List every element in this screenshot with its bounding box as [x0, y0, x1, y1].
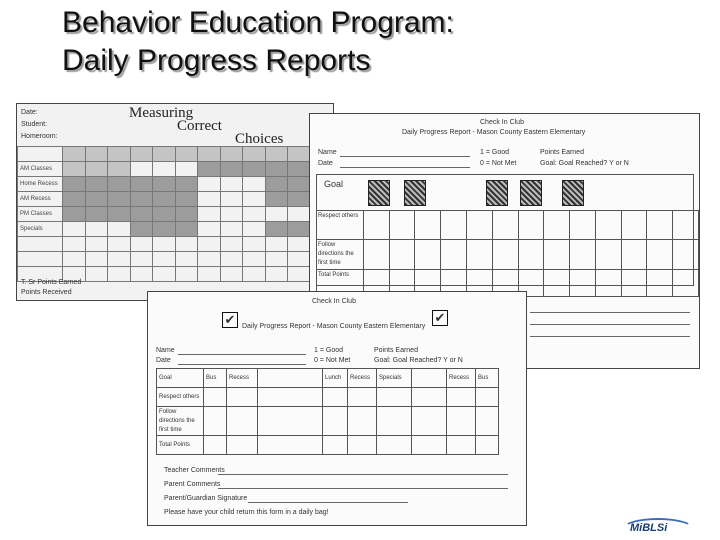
- logo-swoosh: [622, 518, 694, 540]
- measuring-correct-choices-form: [16, 103, 334, 301]
- clipart-image: [520, 180, 542, 206]
- name-label: Name: [318, 149, 337, 156]
- column-header: Goal: [157, 369, 204, 388]
- column-header: Lunch: [323, 369, 348, 388]
- row-label: Follow directions the first time: [157, 407, 204, 436]
- title-line-1: Behavior Education Program:: [62, 6, 454, 39]
- not-met-legend: 0 = Not Met: [314, 357, 351, 364]
- points-received-label: Points Received: [21, 289, 72, 296]
- row-label: PM Classes: [18, 207, 63, 222]
- goal-reached-label: Goal: Goal Reached? Y or N: [374, 357, 463, 364]
- row-label: AM Recess: [18, 192, 63, 207]
- form-date-label: Date:: [21, 109, 38, 116]
- good-legend: 1 = Good: [314, 347, 343, 354]
- points-earned-label: T. Sr Points Earned: [21, 279, 82, 286]
- club-title: Check In Club: [480, 119, 524, 126]
- slide-title: [62, 4, 454, 80]
- clipart-image: [404, 180, 426, 206]
- column-header: Bus: [476, 369, 499, 388]
- column-header: Recess: [348, 369, 377, 388]
- column-header: [258, 369, 323, 388]
- goal-reached-label: Goal: Goal Reached? Y or N: [540, 160, 629, 167]
- clipart-image: [486, 180, 508, 206]
- return-note: Please have your child return this form in a daily bag!: [164, 509, 329, 516]
- clipart-image: [368, 180, 390, 206]
- signature-label: Parent/Guardian Signature: [164, 495, 248, 502]
- points-earned-label: Points Earned: [374, 347, 418, 354]
- daily-progress-report-back: [147, 291, 527, 526]
- date-label: Date: [318, 160, 333, 167]
- report-title: Daily Progress Report - Mason County Eastern Elementary: [402, 129, 586, 136]
- column-header: Recess: [447, 369, 476, 388]
- logo-text: MiBLSi: [630, 522, 668, 534]
- row-label: Home Recess: [18, 177, 63, 192]
- row-label: Respect others: [317, 211, 364, 240]
- row-label: Respect others: [157, 388, 204, 407]
- clipart-image: [562, 180, 584, 206]
- column-header: [412, 369, 447, 388]
- date-label: Date: [156, 357, 171, 364]
- correct-word: Correct: [177, 118, 222, 134]
- progress-grid: [316, 210, 699, 297]
- column-header: Bus: [204, 369, 227, 388]
- row-label: Total Points: [317, 270, 364, 297]
- column-header: Specials: [377, 369, 412, 388]
- miblsi-logo: [630, 522, 667, 534]
- row-label: Specials: [18, 222, 63, 237]
- report-title: Daily Progress Report - Mason County Eastern Elementary: [242, 323, 426, 330]
- checkmark-icon: ✔: [222, 312, 238, 328]
- row-label: AM Classes: [18, 162, 63, 177]
- teacher-comments-label: Teacher Comments: [164, 467, 225, 474]
- form-student-label: Student:: [21, 121, 48, 128]
- column-header: Recess: [227, 369, 258, 388]
- name-label: Name: [156, 347, 175, 354]
- not-met-legend: 0 = Not Met: [480, 160, 517, 167]
- title-line-2: Daily Progress Reports: [62, 44, 371, 77]
- checkmark-icon: ✔: [432, 310, 448, 326]
- progress-grid: [156, 368, 499, 455]
- form-homeroom-label: Homeroom:: [21, 133, 58, 140]
- choices-word: Choices: [235, 131, 284, 147]
- measuring-grid: [17, 146, 333, 282]
- good-legend: 1 = Good: [480, 149, 509, 156]
- measuring-word: Measuring: [129, 105, 194, 121]
- row-label: Total Points: [157, 436, 204, 455]
- club-title: Check In Club: [312, 298, 356, 305]
- points-earned-label: Points Earned: [540, 149, 584, 156]
- parent-comments-label: Parent Comments: [164, 481, 221, 488]
- goal-header: Goal: [324, 179, 344, 189]
- row-label: Follow directions the first time: [317, 240, 364, 270]
